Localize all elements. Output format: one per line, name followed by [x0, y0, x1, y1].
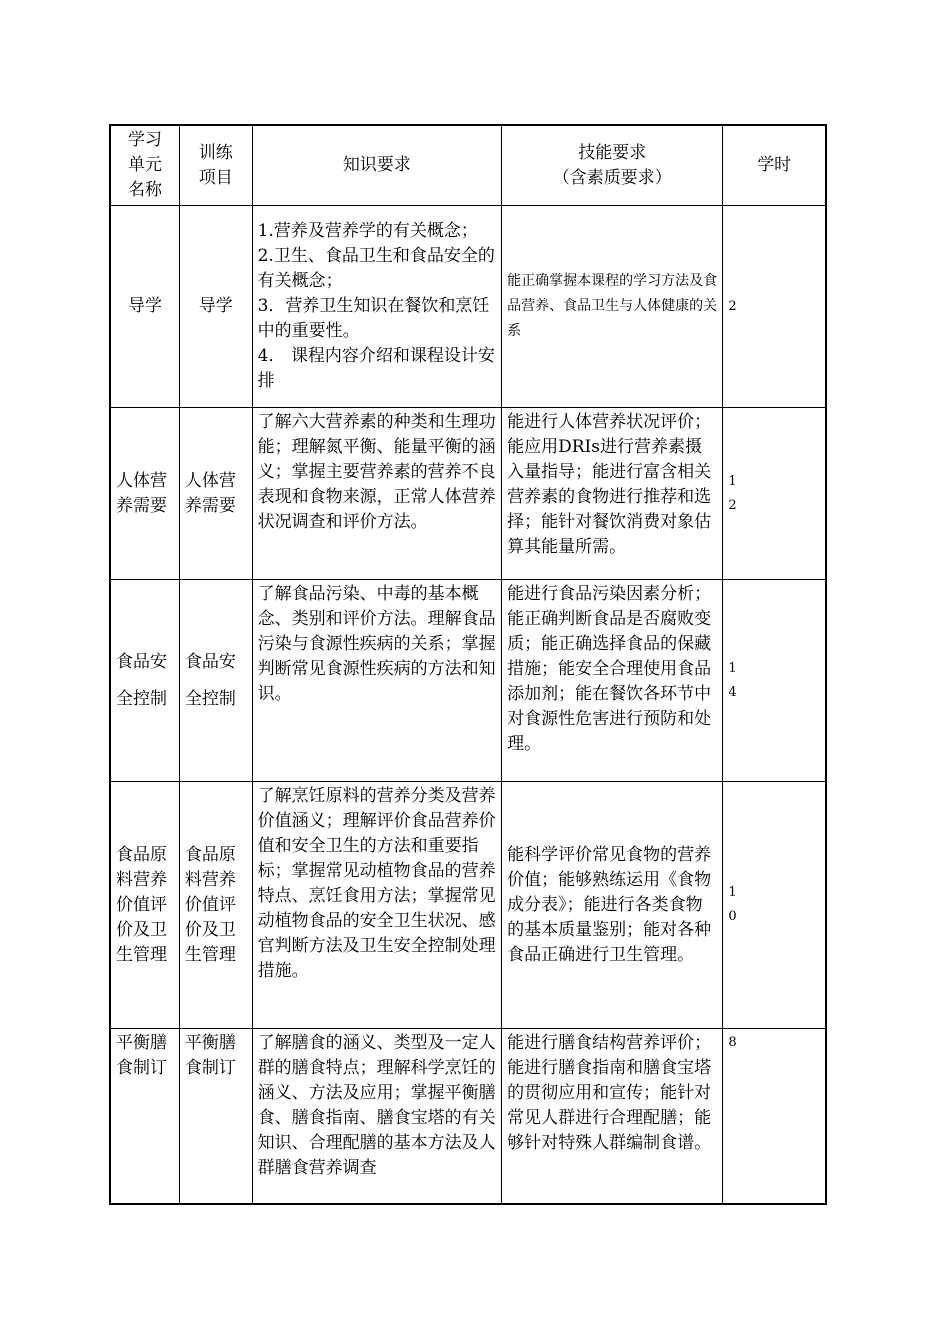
knowledge-cell: 了解膳食的涵义、类型及一定人群的膳食特点；理解科学烹饪的涵义、方法及应用；掌握平衡膳食、膳食指南、膳食宝塔的有关知识、合理配膳的基本方法及人群膳食营养调查: [252, 1029, 502, 1204]
hours-cell: 2: [723, 206, 826, 408]
unit-cell: 食品安全控制: [110, 580, 179, 782]
header-skill: 技能要求 （含素质要求）: [502, 125, 723, 206]
knowledge-cell: 了解烹饪原料的营养分类及营养价值涵义；理解评价食品营养价值和安全卫生的方法和重要指标；掌握常见动植物食品的营养特点、烹饪食用方法；掌握常见动植物食品的安全卫生状况、感官判断方法及卫生安全控制处理措施。: [252, 782, 502, 1029]
skill-cell: 能科学评价常见食物的营养价值；能够熟练运用《食物成分表》；能进行各类食物的基本质量鉴别；能对各种食品正确进行卫生管理。: [502, 782, 723, 1029]
knowledge-item: 4． 课程内容介绍和课程设计安排: [257, 346, 495, 391]
knowledge-cell: 了解六大营养素的种类和生理功能；理解氮平衡、能量平衡的涵义；掌握主要营养素的营养不良表现和食物来源，正常人体营养状况调查和评价方法。: [252, 408, 502, 580]
project-cell: 食品原料营养价值评价及卫生管理: [179, 782, 252, 1029]
skill-cell: 能进行人体营养状况评价；能应用DRIs进行营养素摄入量指导；能进行富含相关营养素的食物进行推荐和选择；能针对餐饮消费对象估算其能量所需。: [502, 408, 723, 580]
hours-cell: 1 0: [723, 782, 826, 1029]
project-cell: 食品安全控制: [179, 580, 252, 782]
project-cell: 人体营养需要: [179, 408, 252, 580]
header-unit: 学习 单元 名称: [110, 125, 179, 206]
hours-cell: 1 2: [723, 408, 826, 580]
unit-cell: 食品原料营养价值评价及卫生管理: [110, 782, 179, 1029]
hours-cell: 1 4: [723, 580, 826, 782]
knowledge-cell: 了解食品污染、中毒的基本概念、类别和评价方法。理解食品污染与食源性疾病的关系；掌握判断常见食源性疾病的方法和知识。: [252, 580, 502, 782]
header-knowledge: 知识要求: [252, 125, 502, 206]
skill-cell: 能进行食品污染因素分析；能正确判断食品是否腐败变质；能正确选择食品的保藏措施；能安全合理使用食品添加剂；能在餐饮各环节中对食源性危害进行预防和处理。: [502, 580, 723, 782]
skill-cell: 能进行膳食结构营养评价；能进行膳食指南和膳食宝塔的贯彻应用和宣传；能针对常见人群进行合理配膳；能够针对特殊人群编制食谱。: [502, 1029, 723, 1204]
skill-cell: 能正确掌握本课程的学习方法及食品营养、食品卫生与人体健康的关系: [502, 206, 723, 408]
knowledge-cell: [252, 206, 502, 408]
hours-cell: 8: [723, 1029, 826, 1204]
unit-cell: 人体营养需要: [110, 408, 179, 580]
header-hours: 学时: [723, 125, 826, 206]
project-cell: 平衡膳食制订: [179, 1029, 252, 1204]
table-row: [110, 580, 826, 782]
table-row: [110, 408, 826, 580]
course-requirements-table: [109, 124, 827, 1205]
project-cell: 导学: [179, 206, 252, 408]
knowledge-item: 3．营养卫生知识在餐饮和烹饪中的重要性。: [257, 296, 490, 341]
unit-cell: 平衡膳食制订: [110, 1029, 179, 1204]
unit-cell: 导学: [110, 206, 179, 408]
table-row: [110, 782, 826, 1029]
knowledge-item: 1.营养及营养学的有关概念；: [257, 221, 478, 241]
knowledge-item: 2.卫生、食品卫生和食品安全的有关概念；: [257, 246, 495, 291]
table-row: [110, 1029, 826, 1204]
table-row: [110, 206, 826, 408]
header-project: 训练 项目: [179, 125, 252, 206]
header-row: [110, 125, 826, 206]
